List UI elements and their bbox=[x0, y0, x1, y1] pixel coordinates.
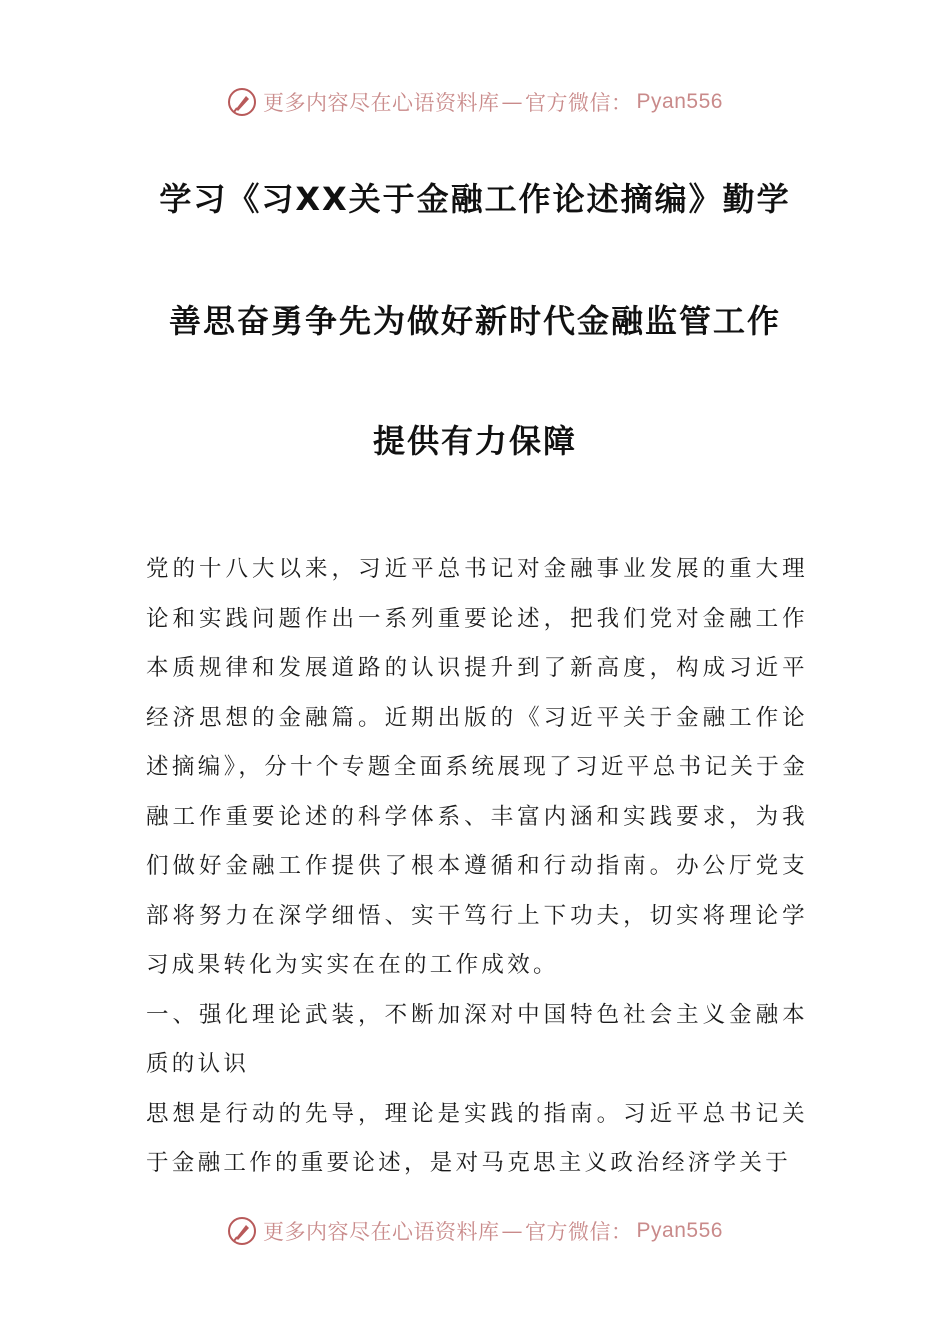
document-body bbox=[146, 545, 808, 1189]
watermark-footer bbox=[0, 1211, 950, 1251]
watermark-wechat-id: Pyan556 bbox=[636, 90, 723, 113]
document-title-line-1: 学习《习XX关于金融工作论述摘编》勤学 bbox=[159, 180, 791, 218]
pen-nib-logo-icon bbox=[227, 87, 257, 117]
watermark-separator: — bbox=[501, 1219, 524, 1243]
document-title-line-3: 提供有力保障 bbox=[372, 422, 577, 460]
intro-paragraph: 党的十八大以来，习近平总书记对金融事业发展的重大理论和实践问题作出一系列重要论述，把我们党对金融工作本质规律和发展道路的认识提升到了新高度，构成习近平经济思想的金融篇。近期出版的《习近平关于金融工作论述摘编》，分十个专题全面系统展现了习近平总书记关于金融工作重要论述的科学体系、丰富内涵和实践要求，为我们做好金融工作提供了根本遵循和行动指南。办公厅党支部将努力在深学细悟、实干笃行上下功夫，切实将理论学习成果转化为实实在在的工作成效。 bbox=[146, 556, 808, 978]
pen-nib-logo-icon bbox=[227, 1216, 257, 1246]
watermark-text: 更多内容尽在心语资料库 bbox=[263, 1220, 500, 1244]
watermark-wechat-id: Pyan556 bbox=[636, 1219, 723, 1242]
section-1-paragraph: 思想是行动的先导，理论是实践的指南。习近平总书记关于金融工作的重要论述，是对马克思主义政治经济学关于 bbox=[146, 1100, 808, 1176]
watermark-separator: — bbox=[501, 90, 524, 114]
document-title-line-2: 善思奋勇争先为做好新时代金融监管工作 bbox=[168, 302, 781, 340]
watermark-header bbox=[0, 82, 950, 122]
watermark-text: 更多内容尽在心语资料库 bbox=[263, 91, 500, 115]
section-1-heading: 一、强化理论武装，不断加深对中国特色社会主义金融本质的认识 bbox=[146, 1001, 808, 1077]
watermark-wechat-label: 官方微信： bbox=[525, 1220, 633, 1244]
watermark-wechat-label: 官方微信： bbox=[525, 91, 633, 115]
